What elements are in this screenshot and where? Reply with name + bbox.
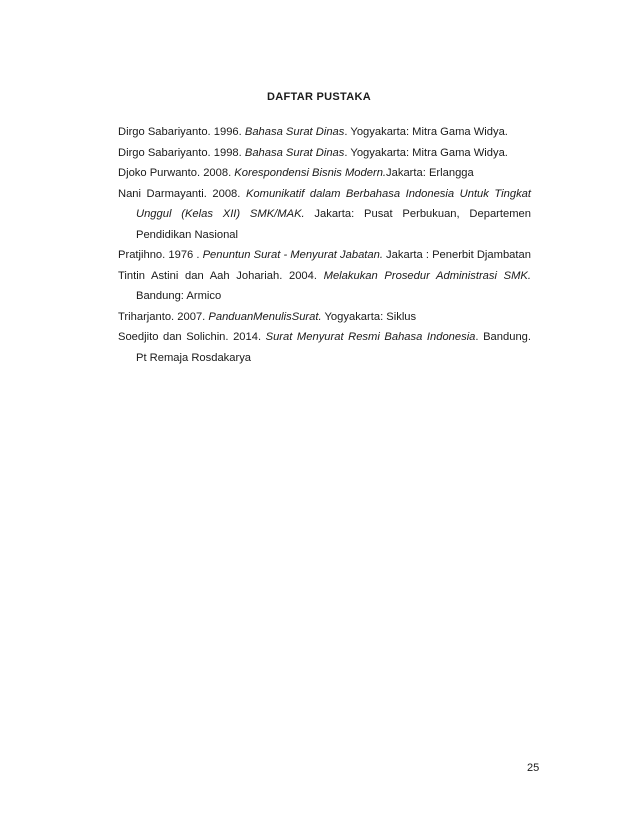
reference-item [118,122,531,143]
reference-item [118,307,531,328]
reference-author-year: Djoko Purwanto. 2008. [118,167,235,179]
reference-publisher: Yogyakarta: Siklus [321,310,417,323]
reference-author-year: Tintin Astini dan Aah Johariah. 2004. [118,269,324,282]
reference-list [118,122,531,368]
reference-title: Komunikatif dalam Berbahasa Indonesia Untuk Tingkat Unggul (Kelas XII) SMK/MAK. [136,187,531,220]
reference-title: PanduanMenulisSurat. [208,310,322,323]
reference-item [118,184,531,246]
reference-author-year: Dirgo Sabariyanto. 1998. [118,146,245,159]
reference-publisher: Jakarta: Pusat Perbukuan, Departemen Pendidikan Nasional [136,208,531,241]
reference-publisher: Bandung: Armico [136,290,222,302]
reference-title: Korespondensi Bisnis Modern. [234,167,387,179]
page-title: DAFTAR PUSTAKA [266,91,371,103]
page-number: 25 [527,762,540,774]
reference-publisher: . Yogyakarta: Mitra Gama Widya. [344,126,508,138]
reference-author-year: Triharjanto. 2007. [118,310,209,323]
reference-title: Surat Menyurat Resmi Bahasa Indonesia [265,331,476,343]
reference-title: Bahasa Surat Dinas [244,146,345,159]
reference-item [118,143,531,164]
reference-publisher: . Yogyakarta: Mitra Gama Widya. [344,146,508,159]
reference-author-year: Nani Darmayanti. 2008. [118,187,246,200]
reference-author-year: Dirgo Sabariyanto. 1996. [118,126,245,138]
reference-publisher: Jakarta: Erlangga [386,167,474,179]
reference-publisher: . Bandung. Pt Remaja Rosdakarya [136,331,531,364]
reference-item [118,327,531,368]
reference-author-year: Pratjihno. 1976 . [118,249,203,261]
reference-item [118,163,531,184]
reference-title: Melakukan Prosedur Administrasi SMK. [323,269,531,282]
reference-item [118,266,531,307]
reference-title: Penuntun Surat - Menyurat Jabatan. [202,249,383,261]
reference-item [118,245,531,266]
reference-author-year: Soedjito dan Solichin. 2014. [118,331,266,343]
reference-title: Bahasa Surat Dinas [244,126,345,138]
reference-publisher: Jakarta : Penerbit Djambatan [382,249,531,261]
